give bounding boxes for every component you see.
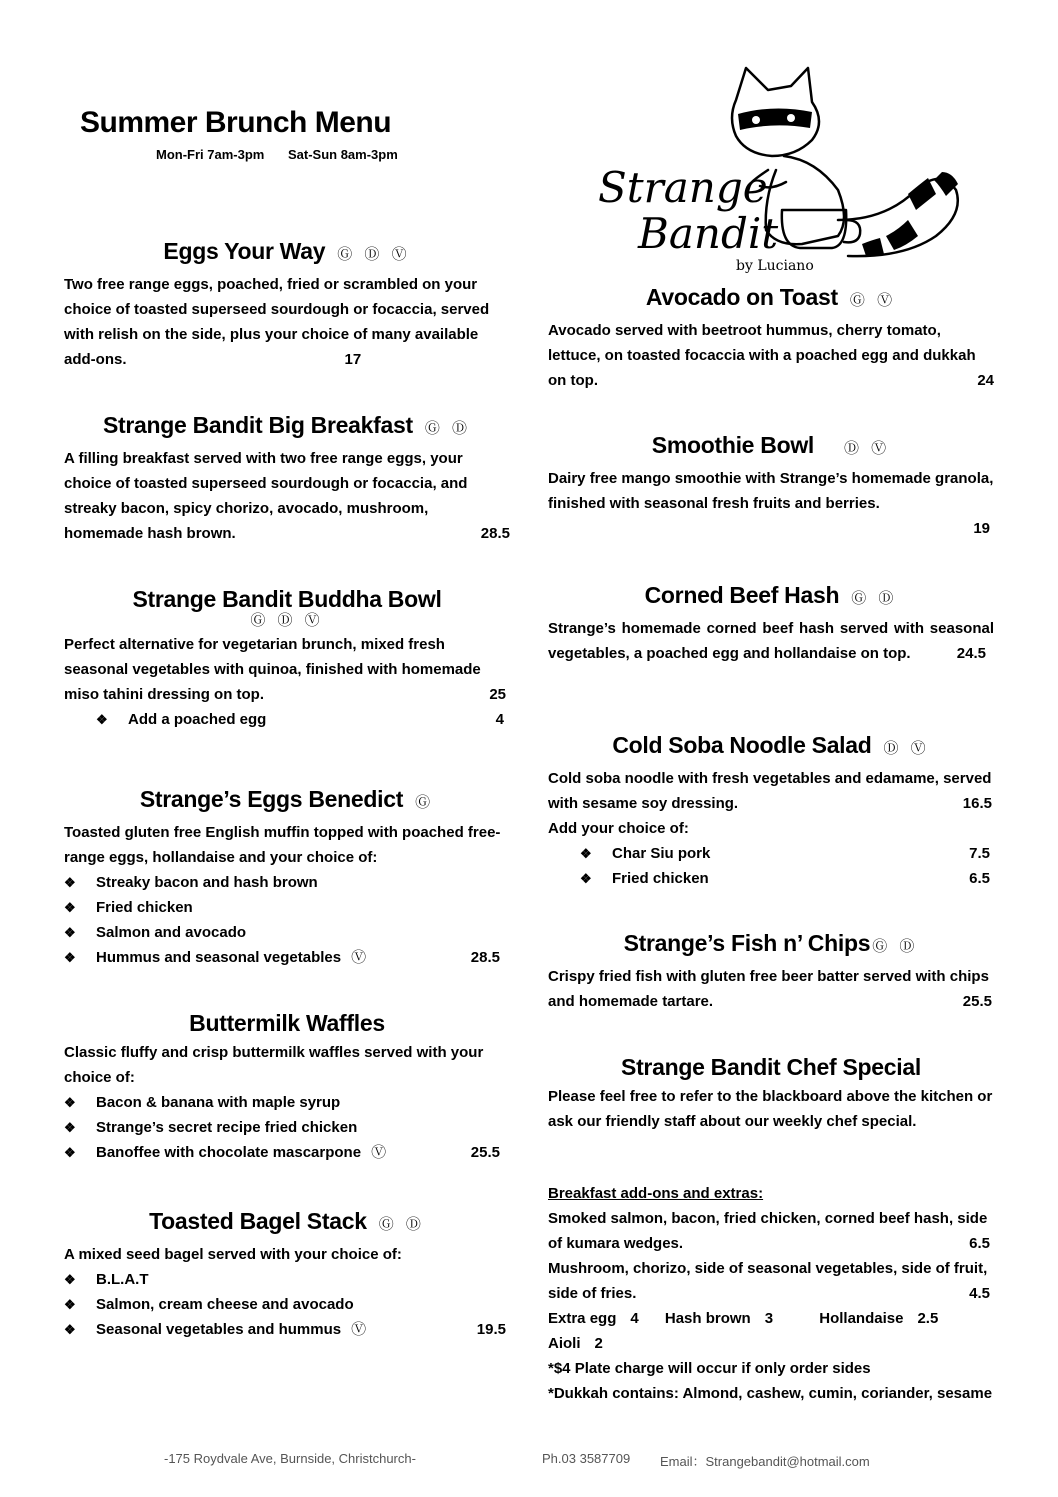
- extra-price: 3: [764, 1310, 774, 1327]
- bullet-icon: ❖: [64, 1145, 76, 1160]
- item-name: Strange’s Fish n’ Chips: [623, 930, 871, 956]
- option-label: Fried chicken: [96, 899, 193, 916]
- diet-badges: Ⓖ Ⓓ: [851, 590, 898, 607]
- bullet-icon: ❖: [64, 950, 76, 965]
- note: *$4 Plate charge will occur if only order sides: [548, 1360, 871, 1377]
- item-title: Strange Bandit Buddha Bowl: [132, 586, 442, 612]
- item-price: 28.5: [480, 525, 510, 542]
- bullet-icon: ❖: [580, 871, 592, 886]
- item-name: Smoothie Bowl: [651, 432, 815, 458]
- option-label: Char Siu pork: [612, 845, 711, 862]
- item-title: [64, 784, 510, 818]
- page-title: Summer Brunch Menu: [80, 106, 392, 139]
- item-description: [548, 766, 994, 816]
- list-item: [64, 1317, 510, 1342]
- diet-badges: Ⓖ Ⓓ: [424, 420, 471, 437]
- desc-text: Cold soba noodle with fresh vegetables and edamame, served with sesame soy dressing.: [548, 770, 992, 812]
- item-title: [548, 430, 994, 464]
- options-list: [548, 841, 994, 891]
- extra-label: Extra egg: [548, 1310, 617, 1327]
- addon-row: [64, 707, 510, 732]
- item-title: [64, 410, 510, 444]
- addon-price: 4: [495, 711, 504, 728]
- bullet-icon: ❖: [64, 1272, 76, 1287]
- desc-text: Avocado served with beetroot hummus, cherry tomato, lettuce, on toasted: [548, 322, 941, 364]
- item-description: [64, 632, 510, 707]
- bullet-icon: ❖: [64, 1322, 76, 1337]
- desc-text: A filling breakfast served with two free range eggs, your choice of toasted: [64, 450, 463, 492]
- item-title: [548, 580, 994, 614]
- item-name: Strange’s Eggs Benedict: [139, 786, 404, 812]
- diet-badges: Ⓖ Ⓓ: [378, 1216, 425, 1233]
- addons-price: 4.5: [969, 1285, 990, 1302]
- item-description: [64, 446, 510, 546]
- note: *Dukkah contains: Almond, cashew, cumin, coriander, sesame: [548, 1385, 993, 1402]
- options-list: [64, 1090, 510, 1165]
- desc-text: , served with relish on the side, plus your choice of many available add-ons.: [64, 301, 490, 368]
- strange-bandit-logo: [586, 60, 978, 280]
- logo-text-strange: Strange: [598, 163, 768, 212]
- vegetarian-badge: Ⓥ: [371, 1144, 387, 1161]
- diet-badges: Ⓖ Ⓓ Ⓥ: [250, 612, 324, 629]
- diet-badges: Ⓖ: [415, 794, 435, 811]
- item-buddha-bowl: [64, 584, 510, 732]
- bullet-icon: ❖: [64, 1120, 76, 1135]
- diet-badges: Ⓖ Ⓥ: [849, 292, 897, 309]
- hours-weekday: Mon-Fri 7am-3pm: [156, 147, 265, 162]
- item-title: Strange Bandit Chef Special: [621, 1054, 921, 1080]
- item-title: [64, 1206, 510, 1240]
- item-description: [548, 318, 994, 393]
- desc-text: Two free range eggs, poached, fried or scrambled on your choice of toasted: [64, 276, 478, 318]
- item-name: Avocado on Toast: [645, 284, 838, 310]
- item-title: [548, 282, 994, 316]
- item-description: Dairy free mango smoothie with Strange’s homemade granola, finished with seasonal fresh fruits and berries.: [548, 470, 994, 512]
- vegetarian-badge: Ⓥ: [351, 1321, 367, 1338]
- list-item: [64, 1140, 510, 1165]
- item-description: Please feel free to refer to the blackboard above the kitchen or ask our friendly staff about our weekly chef special.: [548, 1088, 993, 1130]
- list-item: [64, 895, 510, 920]
- desc-text: Strange’s homemade corned beef hash served with seasonal vegetables, a poached egg and hollandaise on top.: [548, 620, 994, 662]
- desc-highlight: focaccia: [684, 347, 745, 364]
- item-bagel-stack: [64, 1206, 510, 1342]
- list-item: [64, 870, 510, 895]
- item-name: Corned Beef Hash: [644, 582, 840, 608]
- item-fish-n-chips: [548, 928, 994, 1014]
- item-title: [64, 236, 510, 270]
- footer-phone: Ph.03 3587709: [542, 1451, 631, 1466]
- extra-price: 4: [630, 1310, 639, 1327]
- option-label: Bacon & banana with maple syrup: [96, 1094, 341, 1111]
- addons-line: [548, 1206, 994, 1256]
- bullet-icon: ❖: [64, 875, 76, 890]
- bullet-icon: ❖: [64, 1095, 76, 1110]
- choice-label: Add your choice of:: [548, 820, 689, 837]
- option-label: Banoffee with chocolate mascarpone: [96, 1144, 362, 1161]
- addons-title: Breakfast add-ons and extras:: [548, 1185, 764, 1202]
- addons-text: Mushroom, chorizo, side of seasonal vegetables, side of fruit, side of fries.: [548, 1260, 988, 1302]
- extra-label: Aioli: [548, 1335, 581, 1352]
- addons-line: [548, 1256, 994, 1306]
- option-price: 6.5: [969, 870, 990, 887]
- options-list: [64, 1267, 510, 1342]
- bullet-icon: ❖: [64, 900, 76, 915]
- item-price: 16.5: [962, 795, 992, 812]
- item-name: Eggs Your Way: [163, 238, 326, 264]
- diet-badges: Ⓓ Ⓥ: [883, 740, 930, 757]
- extra-price: 2.5: [917, 1310, 939, 1327]
- extra-price: 2: [594, 1335, 603, 1352]
- item-buttermilk-waffles: [64, 1008, 510, 1165]
- option-price: 7.5: [969, 845, 990, 862]
- list-item: [580, 866, 994, 891]
- item-price: 19.5: [476, 1321, 506, 1338]
- desc-text: , and streaky bacon, spicy chorizo, avocado, mushroom, homemade hash brown.: [64, 475, 468, 542]
- item-avocado-toast: [548, 282, 994, 393]
- item-description: A mixed seed bagel served with your choice of:: [64, 1246, 402, 1263]
- list-item: [64, 1115, 510, 1140]
- opening-hours: [156, 147, 398, 162]
- item-price: 24: [977, 372, 994, 389]
- option-label: B.L.A.T: [96, 1271, 149, 1288]
- desc-text: Perfect alternative for vegetarian brunch, mixed fresh seasonal vegetables with quinoa, finished with homemade miso tahini dressing on top.: [64, 636, 481, 703]
- item-title: Buttermilk Waffles: [189, 1010, 385, 1036]
- item-description: Toasted gluten free English muffin topped with poached free-range eggs, hollandaise and your choice of:: [64, 824, 501, 866]
- footer-email[interactable]: Email：Strangebandit@hotmail.com: [660, 1454, 870, 1469]
- item-name: Toasted Bagel Stack: [149, 1208, 367, 1234]
- desc-text: with a poached egg and dukkah on top.: [548, 347, 976, 389]
- logo-byline: by Luciano: [736, 258, 814, 274]
- bullet-icon: ❖: [96, 712, 108, 727]
- item-chef-special: [548, 1052, 994, 1134]
- option-label: Streaky bacon and hash brown: [96, 874, 318, 891]
- list-item: [64, 945, 510, 970]
- addons-section: [548, 1181, 994, 1406]
- bullet-icon: ❖: [64, 925, 76, 940]
- option-label: Salmon, cream cheese and avocado: [96, 1296, 354, 1313]
- desc-highlight: superseed sourdough or focaccia: [191, 475, 433, 492]
- item-price: 19: [973, 520, 990, 537]
- item-price: 25.5: [962, 993, 992, 1010]
- options-list: [64, 870, 510, 970]
- list-item: [64, 1090, 510, 1115]
- item-eggs-your-way: [64, 236, 510, 372]
- item-description: Classic fluffy and crisp buttermilk waffles served with your choice of:: [64, 1044, 484, 1086]
- item-price: 28.5: [470, 949, 500, 966]
- diet-badges: Ⓖ Ⓓ: [872, 938, 919, 955]
- item-description: [548, 616, 994, 666]
- item-big-breakfast: [64, 410, 510, 546]
- extra-label: Hollandaise: [819, 1310, 904, 1327]
- list-item: [580, 841, 994, 866]
- extras-row: [548, 1306, 994, 1331]
- desc-highlight: superseed sourdough or focaccia: [191, 301, 433, 318]
- bullet-icon: ❖: [580, 846, 592, 861]
- extras-row: [548, 1331, 994, 1356]
- desc-text: Crispy fried fish with gluten free beer batter served with chips and homemade tartare.: [548, 968, 989, 1010]
- list-item: [64, 1292, 510, 1317]
- footer-address: -175 Roydvale Ave, Burnside, Christchurch-: [164, 1451, 416, 1466]
- item-smoothie-bowl: [548, 430, 994, 541]
- addons-price: 6.5: [969, 1235, 990, 1252]
- item-description: [548, 964, 994, 1014]
- option-label: Seasonal vegetables and hummus: [96, 1321, 342, 1338]
- extra-label: Hash brown: [664, 1310, 751, 1327]
- item-name: Strange Bandit Big Breakfast: [102, 412, 413, 438]
- item-corned-beef-hash: [548, 580, 994, 666]
- vegetarian-badge: Ⓥ: [351, 949, 367, 966]
- bullet-icon: ❖: [64, 1297, 76, 1312]
- hours-weekend: Sat-Sun 8am-3pm: [287, 147, 398, 162]
- option-label: Salmon and avocado: [96, 924, 247, 941]
- item-eggs-benedict: [64, 784, 510, 970]
- item-price: 25: [489, 686, 506, 703]
- item-title: [548, 730, 994, 764]
- item-name: Cold Soba Noodle Salad: [612, 732, 872, 758]
- option-label: Hummus and seasonal vegetables: [96, 949, 342, 966]
- item-title: [548, 928, 994, 962]
- list-item: [64, 1267, 510, 1292]
- diet-badges: Ⓖ Ⓓ Ⓥ: [337, 246, 411, 263]
- option-label: Fried chicken: [612, 870, 709, 887]
- item-price: 24.5: [956, 645, 986, 662]
- addon-label: Add a poached egg: [128, 711, 267, 728]
- item-price: 25.5: [470, 1144, 500, 1161]
- logo-text-bandit: Bandit: [638, 209, 779, 258]
- diet-badges: Ⓓ Ⓥ: [844, 440, 891, 457]
- list-item: [64, 920, 510, 945]
- item-price: 17: [344, 351, 362, 368]
- item-soba-noodle-salad: [548, 730, 994, 891]
- item-description: [64, 272, 510, 372]
- addons-text: Smoked salmon, bacon, fried chicken, corned beef hash, side of kumara wedges.: [548, 1210, 988, 1252]
- option-label: Strange’s secret recipe fried chicken: [96, 1119, 358, 1136]
